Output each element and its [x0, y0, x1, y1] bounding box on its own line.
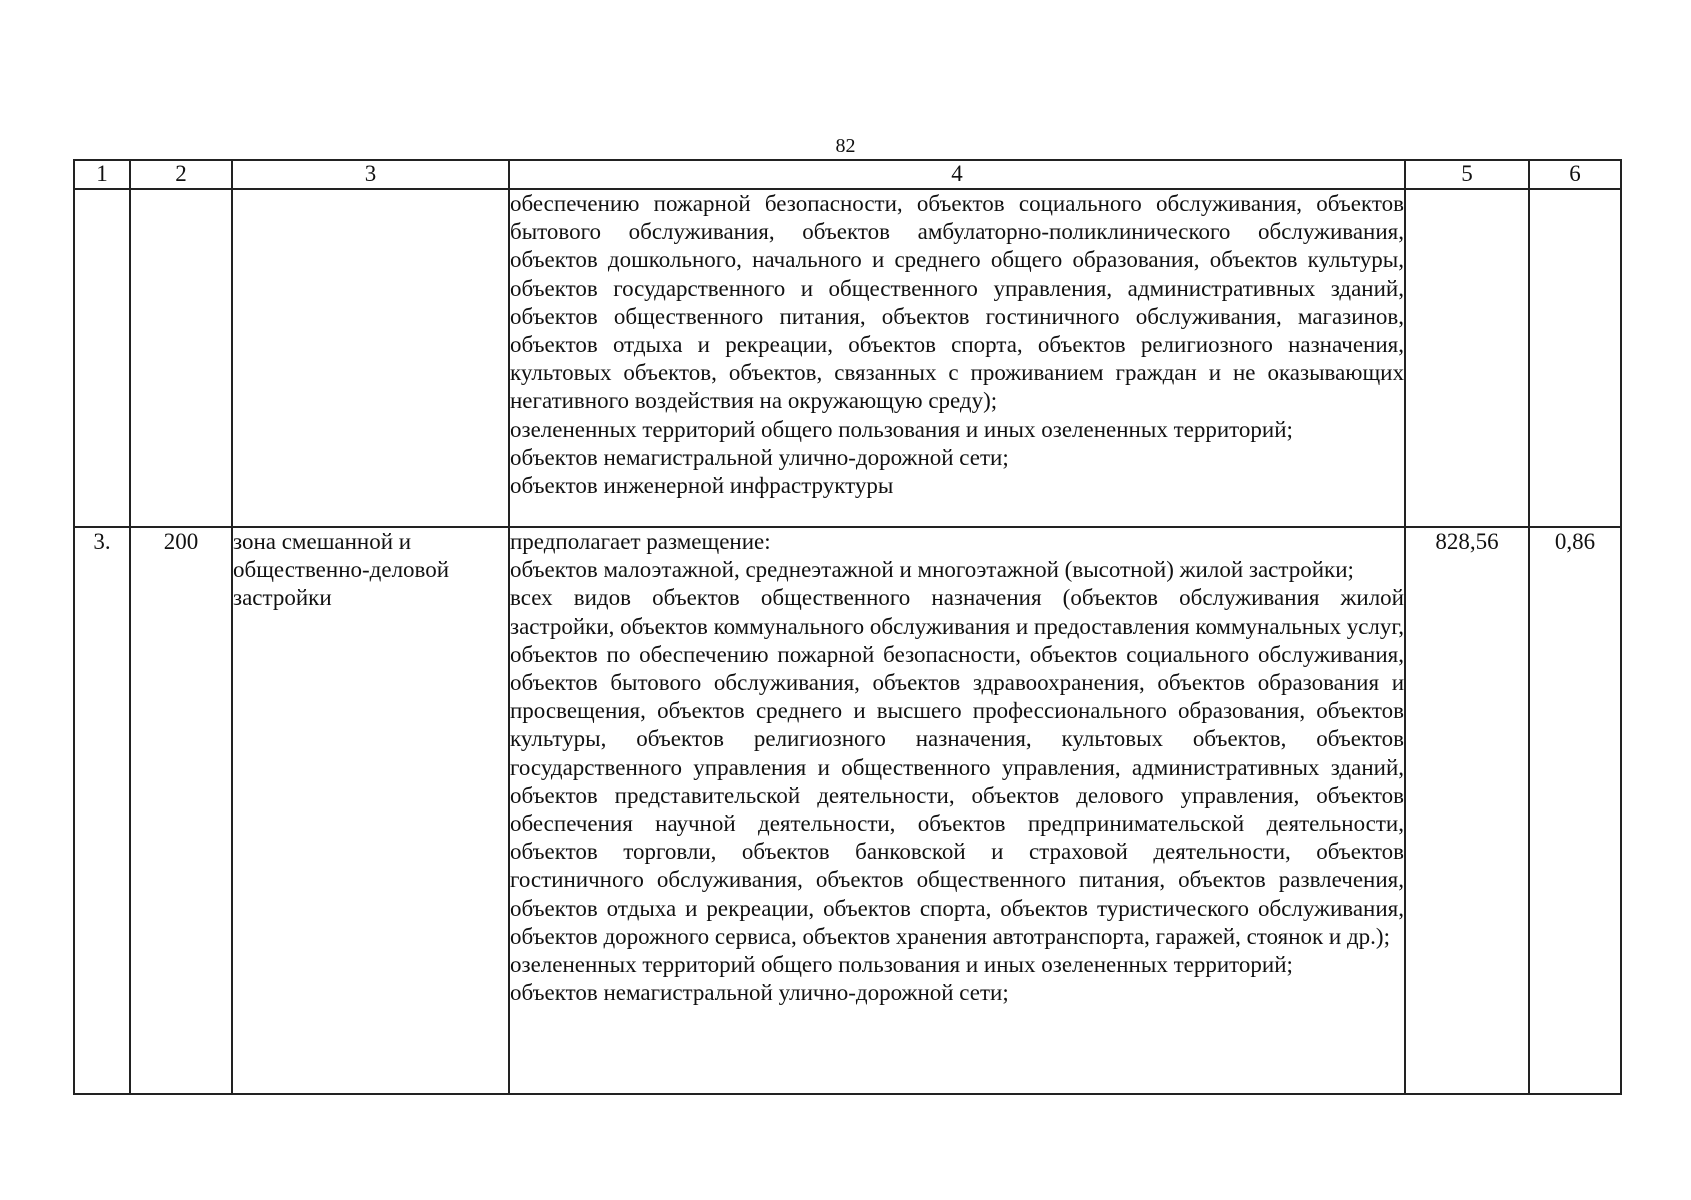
cell-index: 3. — [74, 527, 130, 1094]
description-paragraph: объектов немагистральной улично-дорожной сети; — [510, 444, 1009, 470]
column-header: 1 — [74, 160, 130, 189]
cell-area — [1405, 189, 1529, 527]
column-header: 5 — [1405, 160, 1529, 189]
cell-code: 200 — [130, 527, 232, 1094]
cell-index — [74, 189, 130, 527]
cell-description — [509, 189, 1405, 527]
cell-code — [130, 189, 232, 527]
column-header: 6 — [1529, 160, 1621, 189]
table-header-row — [74, 160, 1621, 189]
table-row — [74, 527, 1621, 1094]
description-paragraph: всех видов объектов общественного назначения (объектов обслуживания жилой застройки, объектов коммунального обслуживания и предоставления коммунальных услуг, объектов по обеспечению пожарной безопасности, объектов социального обслуживания, объектов бытового обслуживания, объектов здравоохранения, объектов образования и просвещения, объектов среднего и высшего профессионального образования, объектов культуры, объектов религиозного назначения, культовых объектов, объектов государственного управления и общественного управления, административных зданий, объектов представительской деятельности, объектов делового управления, объектов обеспечения научной деятельности, объектов предпринимательской деятельности, объектов торговли, объектов банковской и страховой деятельности, объектов гостиничного обслуживания, объектов общественного питания, объектов развлечения, объектов отдыха и рекреации, объектов спорта, объектов туристического обслуживания, объектов дорожного сервиса, объектов хранения автотранспорта, гаражей, стоянок и др.); — [510, 585, 1405, 949]
zoning-table — [73, 159, 1622, 1095]
description-paragraph: предполагает размещение: — [510, 529, 771, 554]
description-paragraph: озелененных территорий общего пользования и иных озелененных территорий; — [510, 952, 1293, 978]
cell-description — [509, 527, 1405, 1094]
page-number: 82 — [835, 135, 856, 157]
cell-share: 0,86 — [1529, 527, 1621, 1094]
description-paragraph: объектов малоэтажной, среднеэтажной и многоэтажной (высотной) жилой застройки; — [510, 557, 1354, 583]
column-header: 2 — [130, 160, 232, 189]
table-row — [74, 189, 1621, 527]
description-paragraph: обеспечению пожарной безопасности, объектов социального обслуживания, объектов бытового обслуживания, объектов амбулаторно-поликлинического обслуживания, объектов дошкольного, начального и среднего общего образования, объектов культуры, объектов государственного и общественного управления, административных зданий, объектов общественного питания, объектов гостиничного обслуживания, магазинов, объектов отдыха и рекреации, объектов спорта, объектов религиозного назначения, культовых объектов, объектов, связанных с проживанием граждан и не оказывающих негативного воздействия на окружающую среду); — [510, 191, 1404, 414]
column-header: 3 — [232, 160, 509, 189]
cell-share — [1529, 189, 1621, 527]
cell-zone-name — [232, 189, 509, 527]
description-paragraph: объектов инженерной инфраструктуры — [510, 473, 894, 499]
cell-zone-name: зона смешанной и общественно-деловой застройки — [232, 527, 509, 1094]
cell-area: 828,56 — [1405, 527, 1529, 1094]
column-header: 4 — [509, 160, 1405, 189]
description-paragraph: объектов немагистральной улично-дорожной сети; — [510, 980, 1009, 1006]
description-paragraph: озелененных территорий общего пользования и иных озелененных территорий; — [510, 416, 1293, 442]
